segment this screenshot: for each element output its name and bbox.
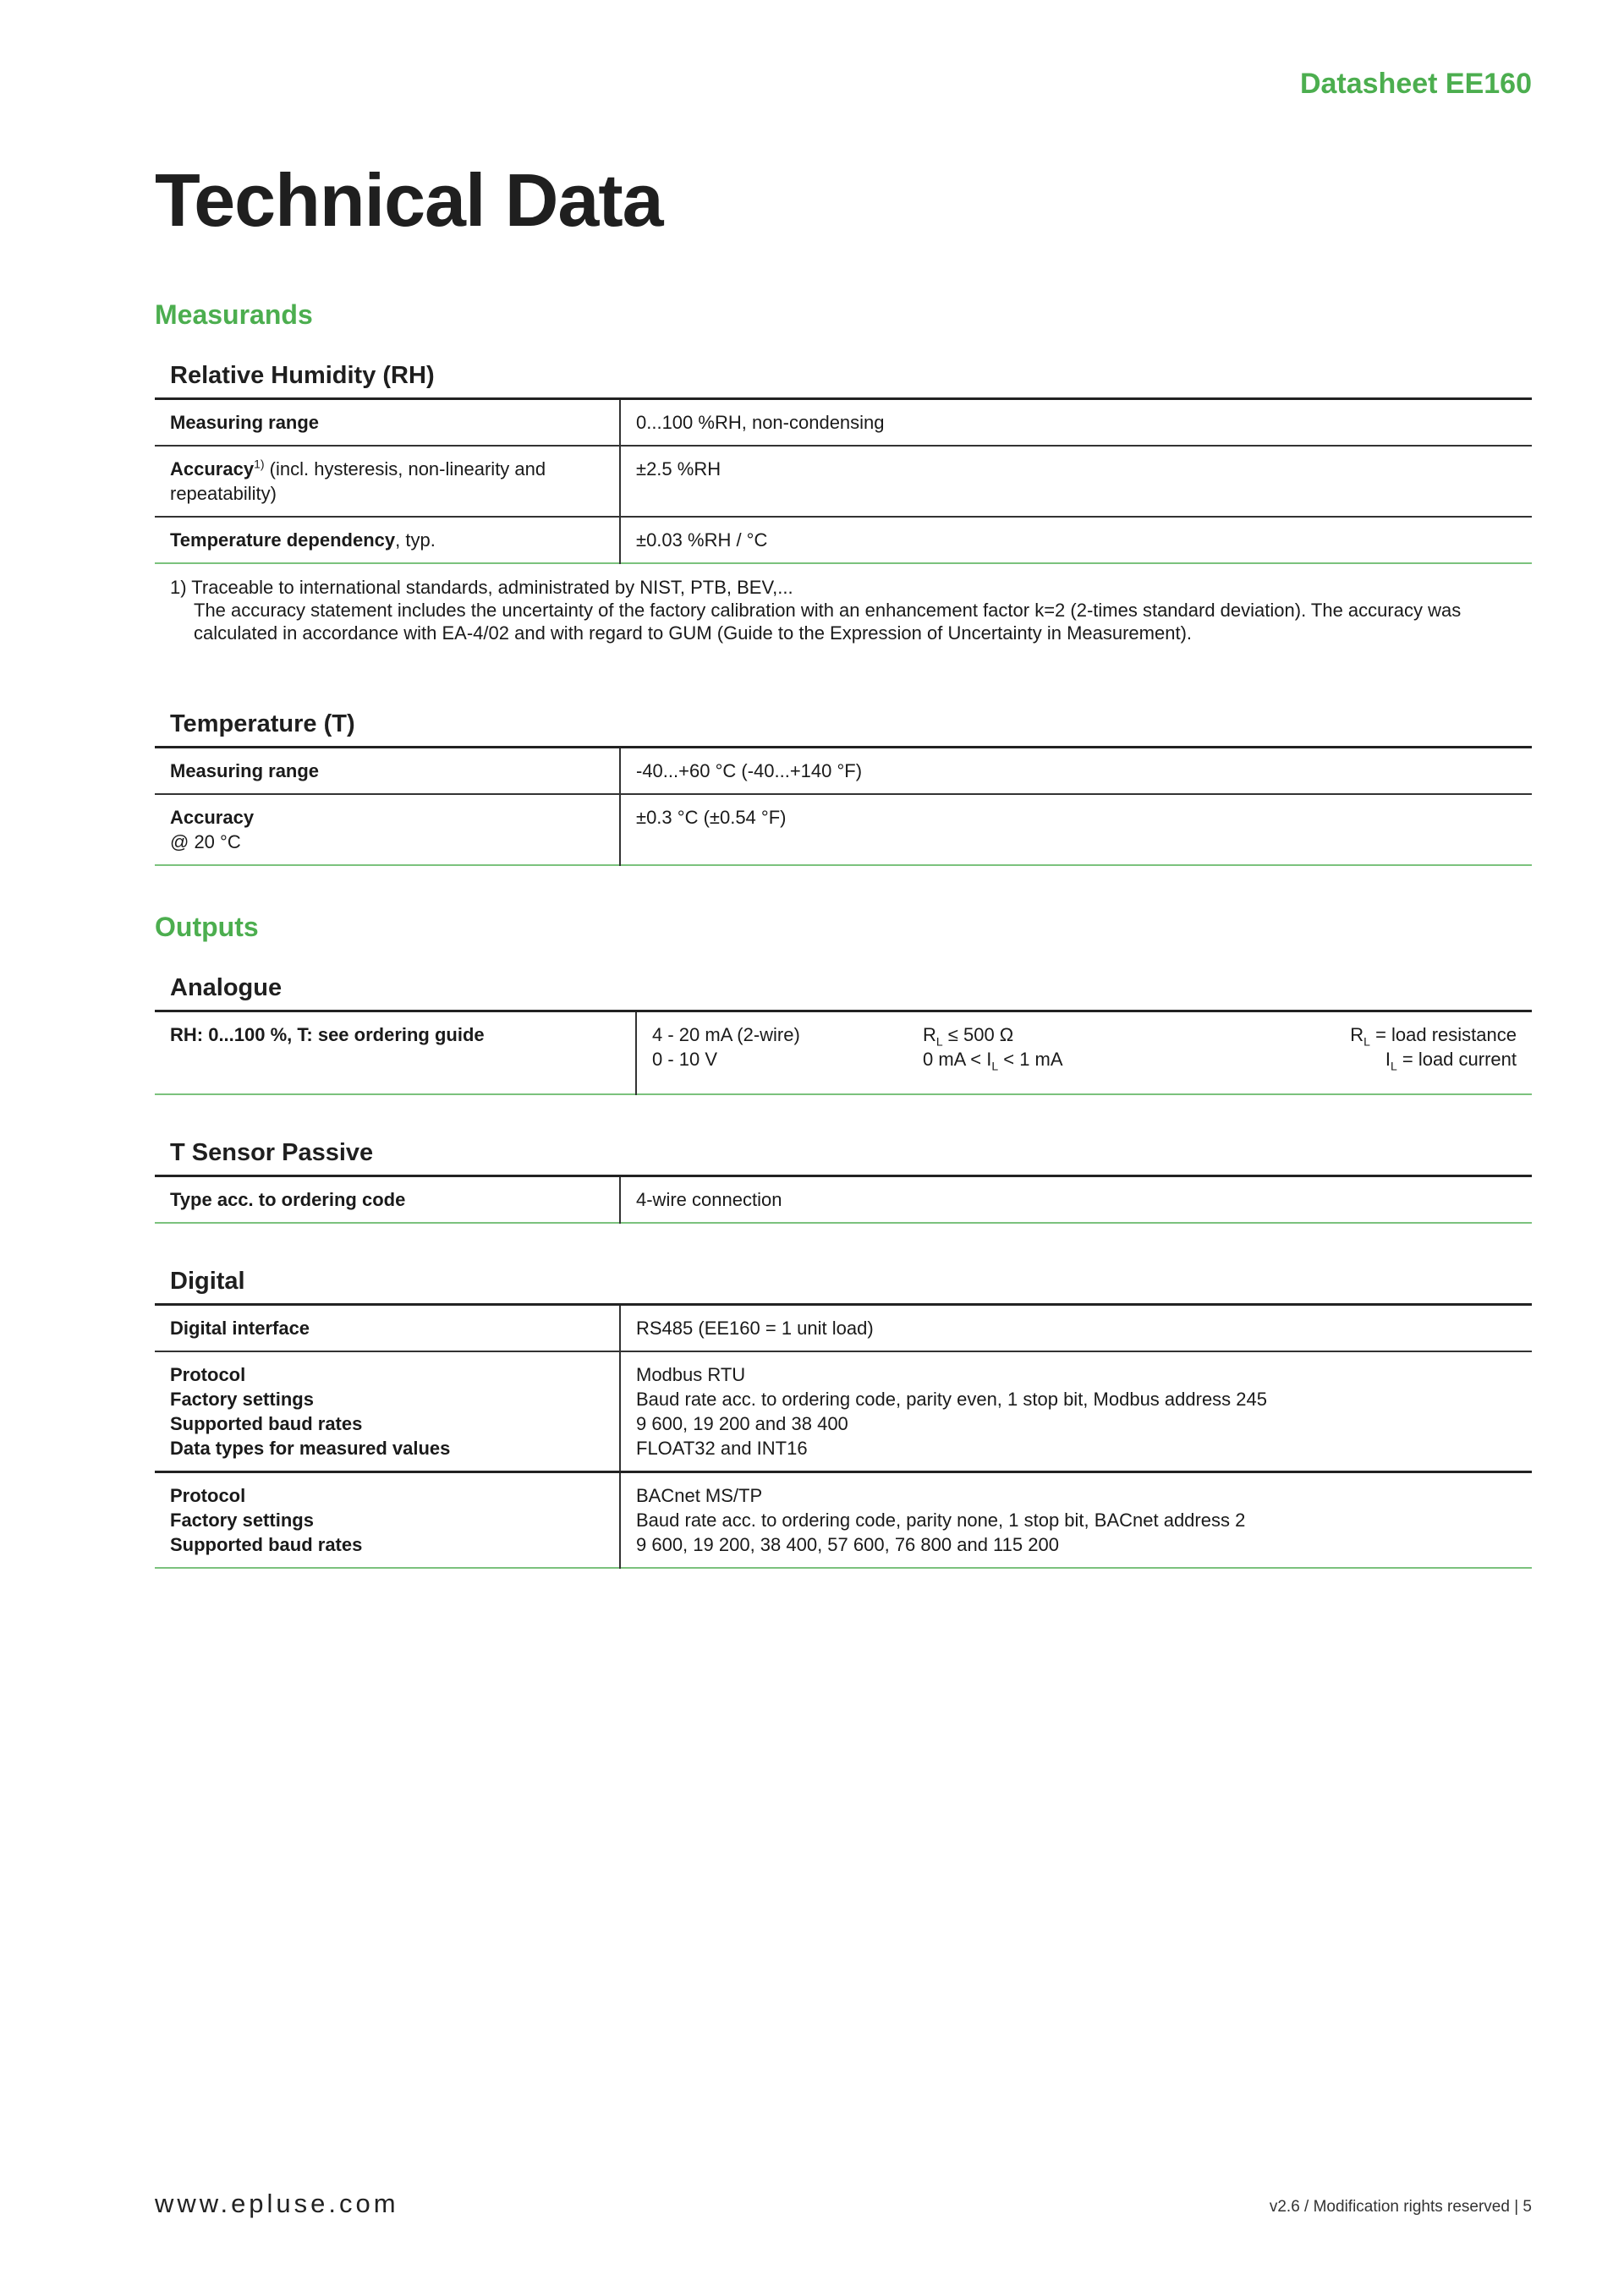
page-title: Technical Data <box>155 158 663 242</box>
table-row <box>155 748 1532 794</box>
section-heading-measurands: Measurands <box>155 299 313 330</box>
table-row <box>155 517 1532 563</box>
digital-heading: Digital <box>155 1249 1532 1306</box>
row-label: RH: 0...100 %, T: see ordering guide <box>155 1012 636 1094</box>
row-value: ±0.3 °C (±0.54 °F) <box>636 807 787 828</box>
row-label: Temperature dependency, typ. <box>155 517 620 563</box>
rh-table <box>155 400 1532 564</box>
table-row <box>155 446 1532 517</box>
table-row <box>155 794 1532 865</box>
analogue-block <box>155 956 1532 1095</box>
table-row <box>155 1177 1532 1223</box>
tsensor-heading: T Sensor Passive <box>155 1121 1532 1177</box>
section-heading-outputs: Outputs <box>155 912 259 942</box>
row-label: Protocol Factory settings Supported baud rates Data types for measured values <box>155 1351 620 1472</box>
digital-block <box>155 1249 1532 1569</box>
row-value: ±0.03 %RH / °C <box>636 529 768 551</box>
analogue-table <box>155 1012 1532 1095</box>
table-row <box>155 1472 1532 1569</box>
tsensor-table <box>155 1177 1532 1224</box>
row-label: Accuracy$^{1)}$ (incl. hysteresis, non-linearity and repeatability) <box>155 446 620 517</box>
row-value: 4-wire connection <box>636 1189 782 1210</box>
datasheet-label: Datasheet EE160 <box>1299 68 1532 100</box>
footer-url: www.epluse.com <box>155 2189 399 2218</box>
row-label: Type acc. to ordering code <box>155 1177 620 1223</box>
row-value: Modbus RTU Baud rate acc. to ordering code, parity even, 1 stop bit, Modbus address 245 9 600, 19 200 and 38 400 FLOAT32 and INT16 <box>636 1364 1268 1459</box>
rh-footnote <box>155 564 1532 644</box>
footnote-line: The accuracy statement includes the uncertainty of the factory calibration with an enhancement factor k=2 (2-times standard deviation). The accuracy was calculated in accordance with EA-4/02 and with regard to GUM (Guide to the Expression of Uncertainty in Measurement). <box>194 600 1462 644</box>
temperature-table <box>155 748 1532 866</box>
row-value: BACnet MS/TP Baud rate acc. to ordering code, parity none, 1 stop bit, BACnet address 2 9 600, 19 200, 38 400, 57 600, 76 800 and 115 200 <box>636 1485 1246 1555</box>
row-value: -40...+60 °C (-40...+140 °F) <box>636 760 863 781</box>
load-resistance-spec: $R_L \le 500$ Ω <box>923 1024 1014 1049</box>
load-current-spec: 0 mA < $I_L < 1$ mA <box>923 1049 1063 1073</box>
footer-version: v2.6 / Modification rights reserved | 5 <box>1269 2198 1532 2216</box>
row-value <box>636 1012 1532 1094</box>
table-row <box>155 1306 1532 1351</box>
footnote-line: 1) Traceable to international standards, administrated by NIST, PTB, BEV,... <box>170 577 793 598</box>
row-value: ±2.5 %RH <box>636 458 721 479</box>
temperature-block <box>155 692 1532 866</box>
tsensor-block <box>155 1121 1532 1224</box>
digital-table <box>155 1306 1532 1569</box>
row-label: Measuring range <box>155 748 620 794</box>
row-label: Accuracy @ 20 °C <box>155 794 620 865</box>
output-current: 4 - 20 mA (2-wire) <box>652 1024 800 1045</box>
row-label: Protocol Factory settings Supported baud rates <box>155 1472 620 1569</box>
row-label: Measuring range <box>155 400 620 446</box>
main-content <box>155 296 1532 1569</box>
load-current-note: $I_L$ = load current <box>1385 1049 1517 1073</box>
rh-block <box>155 343 1532 644</box>
output-voltage: 0 - 10 V <box>652 1049 718 1070</box>
table-row <box>155 1012 1532 1094</box>
load-resistance-note: $R_L$ = load resistance <box>1350 1024 1517 1049</box>
footnote-ref: 1) <box>254 457 265 471</box>
analogue-heading: Analogue <box>155 956 1532 1012</box>
row-value: RS485 (EE160 = 1 unit load) <box>636 1318 874 1339</box>
row-label: Digital interface <box>155 1306 620 1351</box>
table-row <box>155 1351 1532 1472</box>
table-row <box>155 400 1532 446</box>
row-value: 0...100 %RH, non-condensing <box>636 412 885 433</box>
temperature-heading: Temperature (T) <box>155 692 1532 748</box>
rh-heading: Relative Humidity (RH) <box>155 343 1532 400</box>
